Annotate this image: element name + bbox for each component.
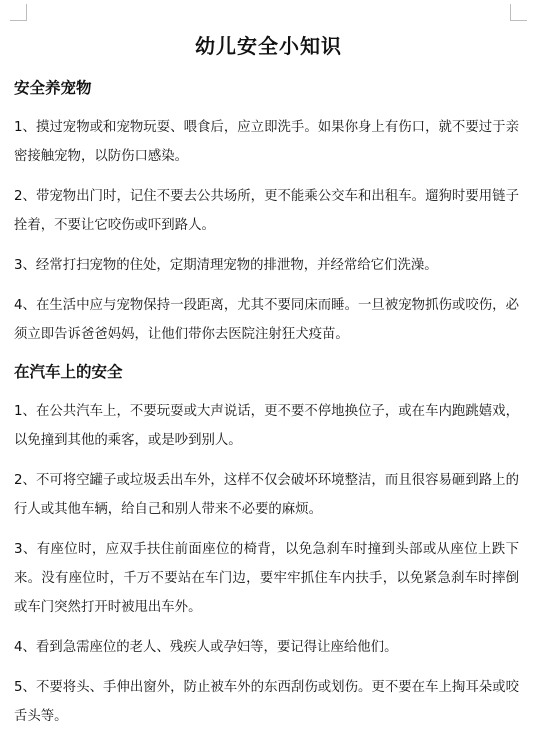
pets-item-3: 3、经常打扫宠物的住处，定期清理宠物的排泄物，并经常给它们洗澡。 [14,258,438,273]
bus-item-1: 1、在公共汽车上，不要玩耍或大声说话，更不要不停地换位子，或在车内跑跳嬉戏，以免撞到其他的乘客，或是吵到别人。 [14,404,519,448]
document-body [14,76,519,731]
bus-item-5: 5、不要将头、手伸出窗外，防止被车外的东西刮伤或划伤。更不要在车上掏耳朵或咬舌头等。 [14,680,519,724]
pets-item-1: 1、摸过宠物或和宠物玩耍、喂食后，应立即洗手。如果你身上有伤口，就不要过于亲密接触宠物，以防伤口感染。 [14,120,519,164]
pets-item-4: 4、在生活中应与宠物保持一段距离，尤其不要同床而睡。一旦被宠物抓伤或咬伤，必须立即告诉爸爸妈妈，让他们带你去医院注射狂犬疫苗。 [14,298,519,342]
section-heading-bus: 在汽车上的安全 [14,363,123,381]
bus-item-3: 3、有座位时，应双手扶住前面座位的椅背，以免急刹车时撞到头部或从座位上跌下来。没有座位时，千万不要站在车门边，要牢牢抓住车内扶手，以免紧急刹车时摔倒或车门突然打开时被甩出车外。 [14,542,519,615]
bus-item-4: 4、看到急需座位的老人、残疾人或孕妇等，要记得让座给他们。 [14,640,398,655]
bus-item-2: 2、不可将空罐子或垃圾丢出车外，这样不仅会破坏环境整洁，而且很容易砸到路上的行人或其他车辆，给自己和别人带来不必要的麻烦。 [14,473,519,517]
page-corner-mark-left [10,4,27,21]
document-title: 幼儿安全小知识 [195,34,342,58]
page-corner-mark-right [510,4,527,21]
section-heading-pets: 安全养宠物 [14,79,92,97]
pets-item-2: 2、带宠物出门时，记住不要去公共场所，更不能乘公交车和出租车。遛狗时要用链子拴着，不要让它咬伤或吓到路人。 [14,189,519,233]
